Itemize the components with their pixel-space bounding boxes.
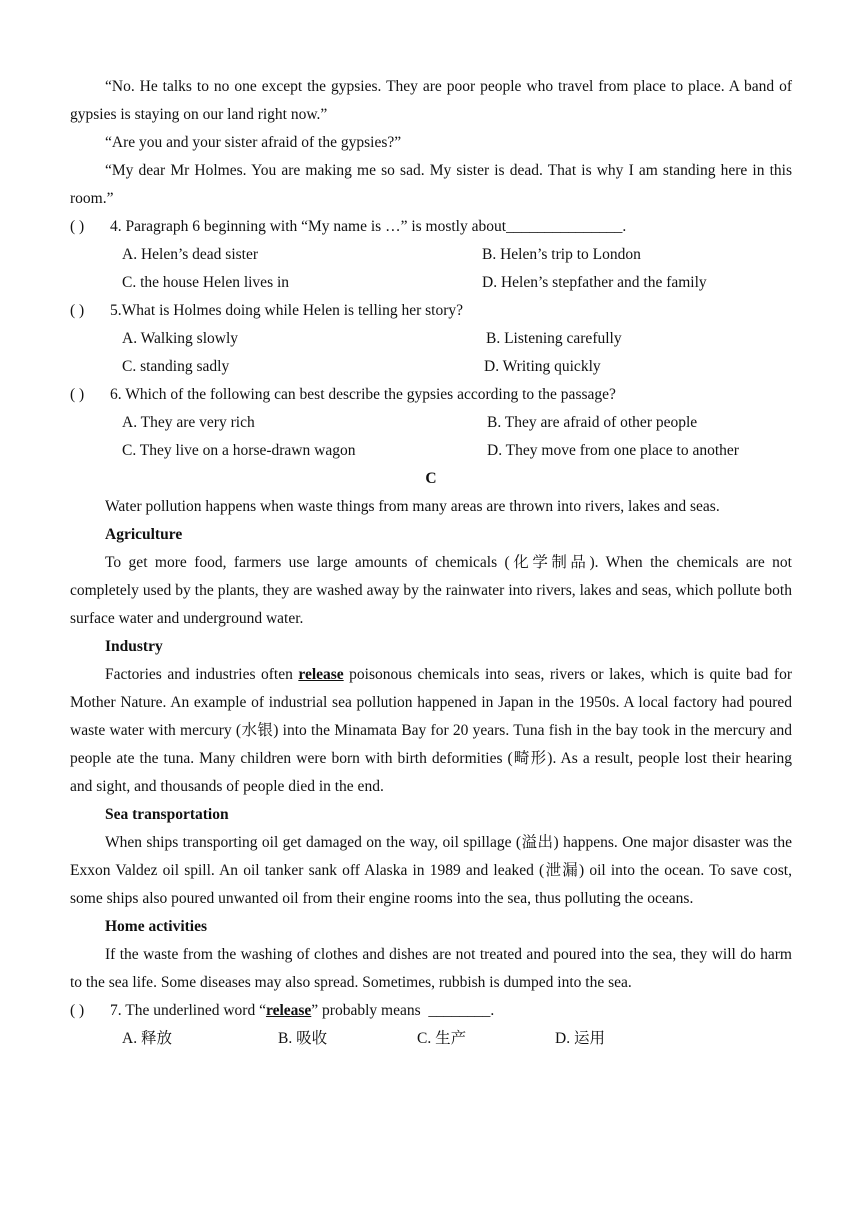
subheading-sea-transportation: Sea transportation (105, 806, 229, 823)
option-d[interactable]: D. 运用 (555, 1030, 605, 1047)
question-end: . (490, 1002, 495, 1019)
option-d[interactable]: D. Helen’s stepfather and the family (482, 274, 707, 291)
options-row (70, 437, 792, 465)
question-text-end: ” probably means (311, 1002, 429, 1019)
option-c[interactable]: C. standing sadly (122, 358, 230, 375)
question-4 (70, 213, 792, 241)
story-paragraph: “My dear Mr Holmes. You are making me so sad. My sister is dead. That is why I am standing here in this room.” (70, 162, 792, 207)
worksheet-page (70, 73, 792, 1053)
option-b[interactable]: B. Helen’s trip to London (482, 246, 641, 263)
question-end: . (622, 218, 627, 235)
answer-paren[interactable]: ( ) (70, 218, 85, 235)
industry-paragraph (70, 661, 792, 801)
question-text: 5.What is Holmes doing while Helen is telling her story? (110, 302, 463, 319)
question-7 (70, 997, 792, 1025)
option-a[interactable]: A. Helen’s dead sister (122, 246, 259, 263)
underlined-word: release (265, 1002, 312, 1019)
options-row (70, 241, 792, 269)
home-activities-paragraph: If the waste from the washing of clothes and dishes are not treated and poured into the sea, they will do harm to the sea life. Some diseases may also spread. Sometimes, rubbish is dumped into the sea. (70, 946, 792, 991)
agriculture-paragraph: To get more food, farmers use large amounts of chemicals (化学制品). When the chemicals are not completely used by the plants, they are washed away by the rainwater into rivers, lakes and seas, which pollute both surface water and underground water. (70, 554, 792, 627)
option-b[interactable]: B. 吸收 (278, 1030, 328, 1047)
question-text: 4. Paragraph 6 beginning with “My name is …” is mostly about (110, 218, 507, 235)
answer-paren[interactable]: ( ) (70, 386, 85, 403)
sea-transportation-paragraph: When ships transporting oil get damaged on the way, oil spillage (溢出) happens. One major disaster was the Exxon Valdez oil spill. An oil tanker sank off Alaska in 1989 and leaked (泄漏) oil into the ocean. To save cost, some ships also poured unwanted oil from their engine rooms into the sea, thus polluting the oceans. (70, 834, 792, 907)
option-b[interactable]: B. They are afraid of other people (487, 414, 698, 431)
question-text: 6. Which of the following can best describe the gypsies according to the passage? (110, 386, 616, 403)
question-text: 7. The underlined word “ (110, 1002, 266, 1019)
industry-text-start: Factories and industries often (105, 666, 299, 683)
options-row (70, 353, 792, 381)
option-d[interactable]: D. They move from one place to another (487, 442, 739, 459)
options-row (70, 409, 792, 437)
industry-text-rest: poisonous chemicals into seas, rivers or lakes, which is quite bad for Mother Nature. An example of industrial sea pollution happened in Japan in the 1950s. A local factory had poured waste water with mercury (水银) into the Minamata Bay for 20 years. Tuna fish in the bay took in the mercury and people ate the tuna. Many children were born with birth deformities (畸形). As a result, people lost their hearing and sight, and thousands of people died in the end. (70, 666, 792, 795)
answer-paren[interactable]: ( ) (70, 1002, 85, 1019)
answer-blank: _______________ (506, 218, 623, 235)
option-d[interactable]: D. Writing quickly (484, 358, 601, 375)
section-intro: Water pollution happens when waste things from many areas are thrown into rivers, lakes and seas. (105, 498, 720, 515)
option-c[interactable]: C. 生产 (417, 1030, 467, 1047)
option-c[interactable]: C. They live on a horse-drawn wagon (122, 442, 356, 459)
answer-paren[interactable]: ( ) (70, 302, 85, 319)
subheading-industry: Industry (105, 638, 163, 655)
question-5 (70, 297, 792, 325)
options-row (70, 325, 792, 353)
answer-blank: ________ (428, 1002, 491, 1019)
option-b[interactable]: B. Listening carefully (486, 330, 622, 347)
subheading-home-activities: Home activities (105, 918, 208, 935)
options-row (70, 1025, 792, 1053)
question-6 (70, 381, 792, 409)
section-letter: C (425, 470, 437, 487)
story-paragraph: “Are you and your sister afraid of the gypsies?” (105, 134, 402, 151)
option-a[interactable]: A. 释放 (122, 1030, 172, 1047)
underlined-word: release (298, 666, 344, 683)
story-paragraph: “No. He talks to no one except the gypsies. They are poor people who travel from place to place. A band of gypsies is staying on our land right now.” (70, 78, 792, 123)
subheading-agriculture: Agriculture (105, 526, 183, 543)
option-c[interactable]: C. the house Helen lives in (122, 274, 290, 291)
option-a[interactable]: A. Walking slowly (122, 330, 239, 347)
option-a[interactable]: A. They are very rich (122, 414, 255, 431)
options-row (70, 269, 792, 297)
